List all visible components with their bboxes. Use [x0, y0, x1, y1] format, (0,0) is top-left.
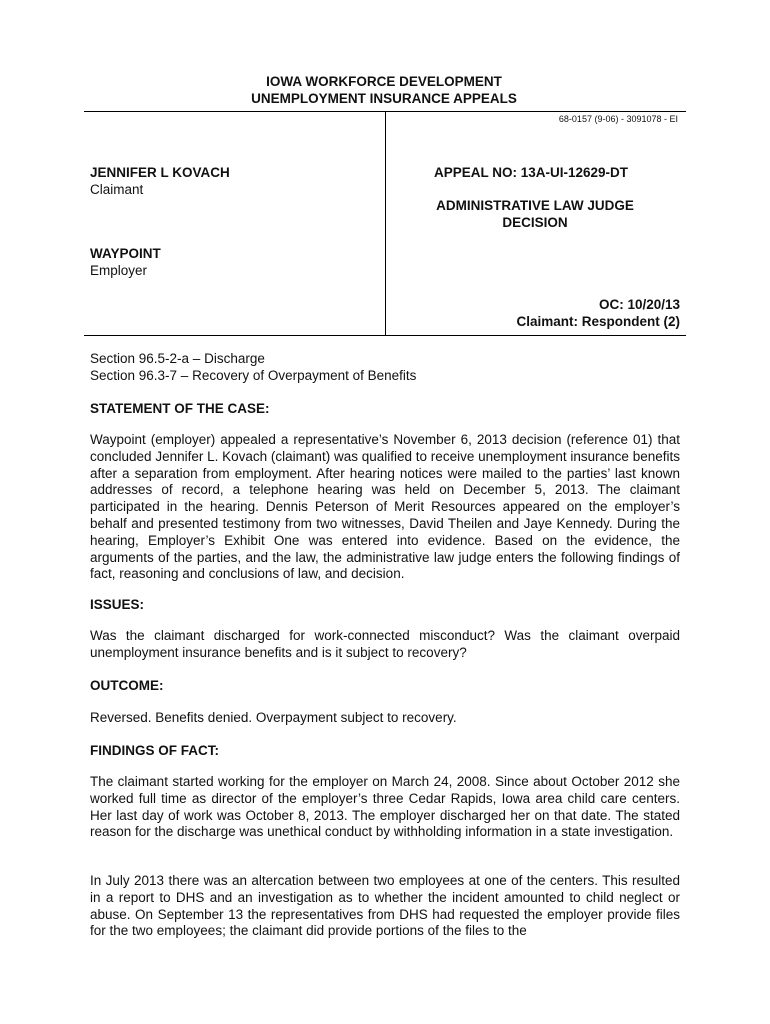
decision-title-2: DECISION [502, 215, 568, 230]
appeal-number: APPEAL NO: 13A-UI-12629-DT [434, 165, 629, 180]
section-discharge: Section 96.5-2-a – Discharge [90, 351, 265, 366]
decision-title-1: ADMINISTRATIVE LAW JUDGE [436, 198, 634, 213]
findings-paragraph-1: The claimant started working for the employer on March 24, 2008. Since about October 2012 she worked full time as director of the employer’s three Cedar Rapids, Iowa area child care centers. Her last day of work was October 8, 2013. The employer discharged her on that date. The stated reason for the discharge was unethical conduct by withholding information in a state investigation. [90, 774, 680, 840]
form-number: 68-0157 (9-06) - 3091078 - EI [558, 114, 678, 124]
outcome-text: Reversed. Benefits denied. Overpayment subject to recovery. [90, 710, 457, 725]
findings-paragraph-2: In July 2013 there was an altercation between two employees at one of the centers. This resulted in a report to DHS and an investigation as to whether the incident amounted to child neglect or abuse. On September 13 the representatives from DHS had requested the employer provide files for the two employees; the claimant did provide portions of the files to the [90, 873, 680, 939]
claimant-name: JENNIFER L KOVACH [90, 165, 230, 180]
statement-text: Waypoint (employer) appealed a representative’s November 6, 2013 decision (reference 01) that concluded Jennifer L. Kovach (claimant) was qualified to receive unemployment insurance benefits after a separation from employment. After hearing notices were mailed to the parties’ last known addresses of record, a telephone hearing was held on December 5, 2013. The claimant participated in the hearing. Dennis Peterson of Merit Resources appeared on the employer’s behalf and presented testimony from two witnesses, David Theilen and Jaye Kennedy. During the hearing, Employer’s Exhibit One was entered into evidence. Based on the evidence, the arguments of the parties, and the law, the administrative law judge enters the following findings of fact, reasoning and conclusions of law, and decision. [90, 432, 680, 582]
claimant-role: Claimant [90, 182, 144, 197]
employer-name: WAYPOINT [90, 246, 161, 261]
issues-text: Was the claimant discharged for work-connected misconduct? Was the claimant overpaid unemployment insurance benefits and is it subject to recovery? [90, 628, 680, 660]
division-title: UNEMPLOYMENT INSURANCE APPEALS [251, 91, 517, 106]
original-claim-date: OC: 10/20/13 [598, 297, 680, 312]
caption-divider [385, 112, 386, 335]
claimant-status: Claimant: Respondent (2) [516, 314, 680, 329]
issues-heading: ISSUES: [90, 597, 145, 612]
agency-title: IOWA WORKFORCE DEVELOPMENT [266, 74, 502, 89]
outcome-heading: OUTCOME: [90, 678, 164, 693]
findings-heading: FINDINGS OF FACT: [90, 743, 219, 758]
employer-role: Employer [90, 263, 148, 278]
caption-bottom-rule [84, 335, 686, 336]
section-overpayment: Section 96.3-7 – Recovery of Overpayment of Benefits [90, 368, 417, 383]
statement-heading: STATEMENT OF THE CASE: [90, 401, 270, 416]
